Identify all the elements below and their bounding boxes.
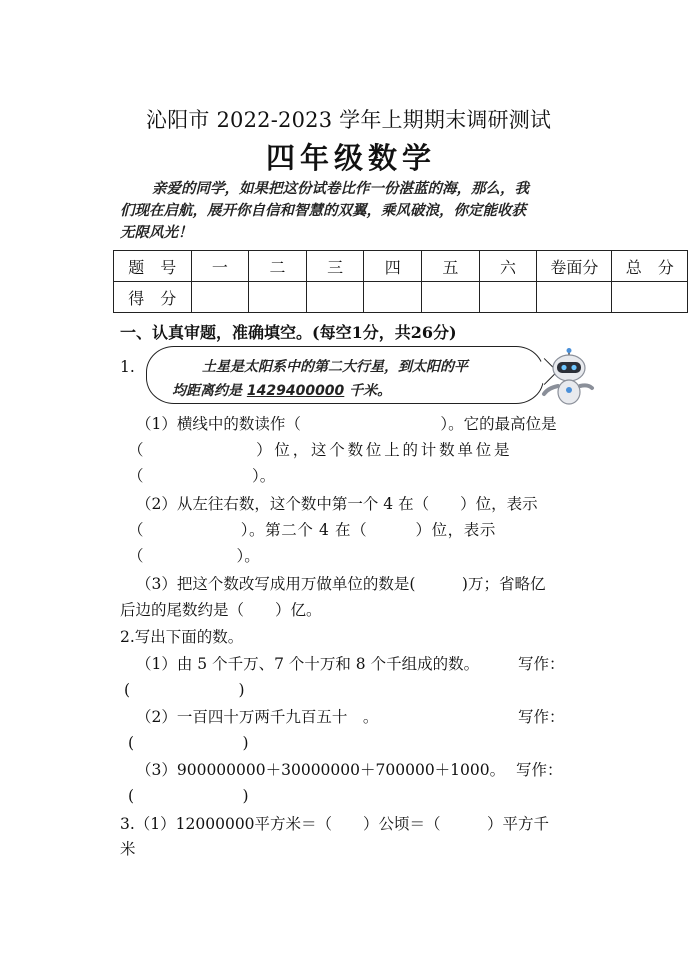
question-text: 后边的尾数约是（ ）亿。 xyxy=(120,601,322,619)
table-cell: 三 xyxy=(306,251,364,282)
table-cell: 六 xyxy=(479,251,537,282)
score-input-cell[interactable] xyxy=(422,282,480,313)
score-input-cell[interactable] xyxy=(364,282,422,313)
write-label: 写作： xyxy=(518,655,565,673)
exam-subtitle: 四年级数学 xyxy=(266,141,437,175)
question-text: （1）横线中的数读作（ ）。它的最高位是 xyxy=(136,415,557,433)
score-table-score-row xyxy=(114,282,688,313)
score-input-cell[interactable] xyxy=(249,282,307,313)
question-number: 1. xyxy=(120,358,135,376)
question-text: （ ）。 xyxy=(128,547,260,565)
bubble-text-part: 千米。 xyxy=(344,383,392,399)
table-cell: 二 xyxy=(249,251,307,282)
robot-mascot-icon xyxy=(540,348,598,408)
score-table-header-row xyxy=(114,251,688,282)
intro-line: 们现在启航，展开你自信和智慧的双翼，乘风破浪，你定能收获 xyxy=(120,203,526,219)
table-cell: 五 xyxy=(422,251,480,282)
answer-blank[interactable]: ( ) xyxy=(128,787,249,805)
question-text: （1）由 5 个千万、7 个十万和 8 个千组成的数。 xyxy=(136,655,480,673)
question-text: （2）一百四十万两千九百五十 。 xyxy=(136,708,379,726)
question-text: 米 xyxy=(120,840,136,858)
score-input-cell[interactable] xyxy=(537,282,612,313)
bubble-line xyxy=(172,380,391,400)
table-cell: 题 号 xyxy=(114,251,192,282)
bubble-line: 土星是太阳系中的第二大行星，到太阳的平 xyxy=(202,359,468,375)
table-cell: 得 分 xyxy=(114,282,192,313)
table-cell: 一 xyxy=(191,251,249,282)
question-text: （ ）位，这个数位上的计数单位是 xyxy=(128,441,513,459)
write-label: 写作： xyxy=(516,761,563,779)
score-input-cell[interactable] xyxy=(306,282,364,313)
table-cell: 卷面分 xyxy=(537,251,612,282)
question-text: （ ）。第二个 4 在（ ）位，表示 xyxy=(128,521,496,539)
intro-line: 无限风光！ xyxy=(120,225,193,241)
write-label: 写作： xyxy=(518,708,565,726)
question-text: 3.（1）12000000平方米＝（ ）公顷＝（ ）平方千 xyxy=(120,815,550,833)
question-heading: 2.写出下面的数。 xyxy=(120,628,244,646)
score-input-cell[interactable] xyxy=(612,282,688,313)
bubble-text-part: 均距离约是 xyxy=(172,383,247,399)
answer-blank[interactable]: ( ) xyxy=(124,681,245,699)
table-cell: 总 分 xyxy=(612,251,688,282)
section-heading: 一、认真审题，准确填空。(每空1分，共26分) xyxy=(120,323,457,342)
question-text: （2）从左往右数，这个数中第一个 4 在（ ）位，表示 xyxy=(136,495,538,513)
question-text: （3）把这个数改写成用万做单位的数是( )万；省略亿 xyxy=(136,575,546,593)
question-text: （3）900000000＋30000000＋700000＋1000。 xyxy=(136,761,506,779)
score-input-cell[interactable] xyxy=(479,282,537,313)
exam-title: 沁阳市 2022-2023 学年上期期末调研测试 xyxy=(146,108,552,132)
intro-paragraph xyxy=(120,178,572,244)
score-table xyxy=(113,250,688,313)
highlighted-number: 1429400000 xyxy=(246,383,345,399)
answer-blank[interactable]: ( ) xyxy=(128,734,249,752)
intro-line: 亲爱的同学，如果把这份试卷比作一份湛蓝的海，那么，我 xyxy=(152,181,529,197)
question-text: （ ）。 xyxy=(128,467,276,485)
score-input-cell[interactable] xyxy=(191,282,249,313)
table-cell: 四 xyxy=(364,251,422,282)
